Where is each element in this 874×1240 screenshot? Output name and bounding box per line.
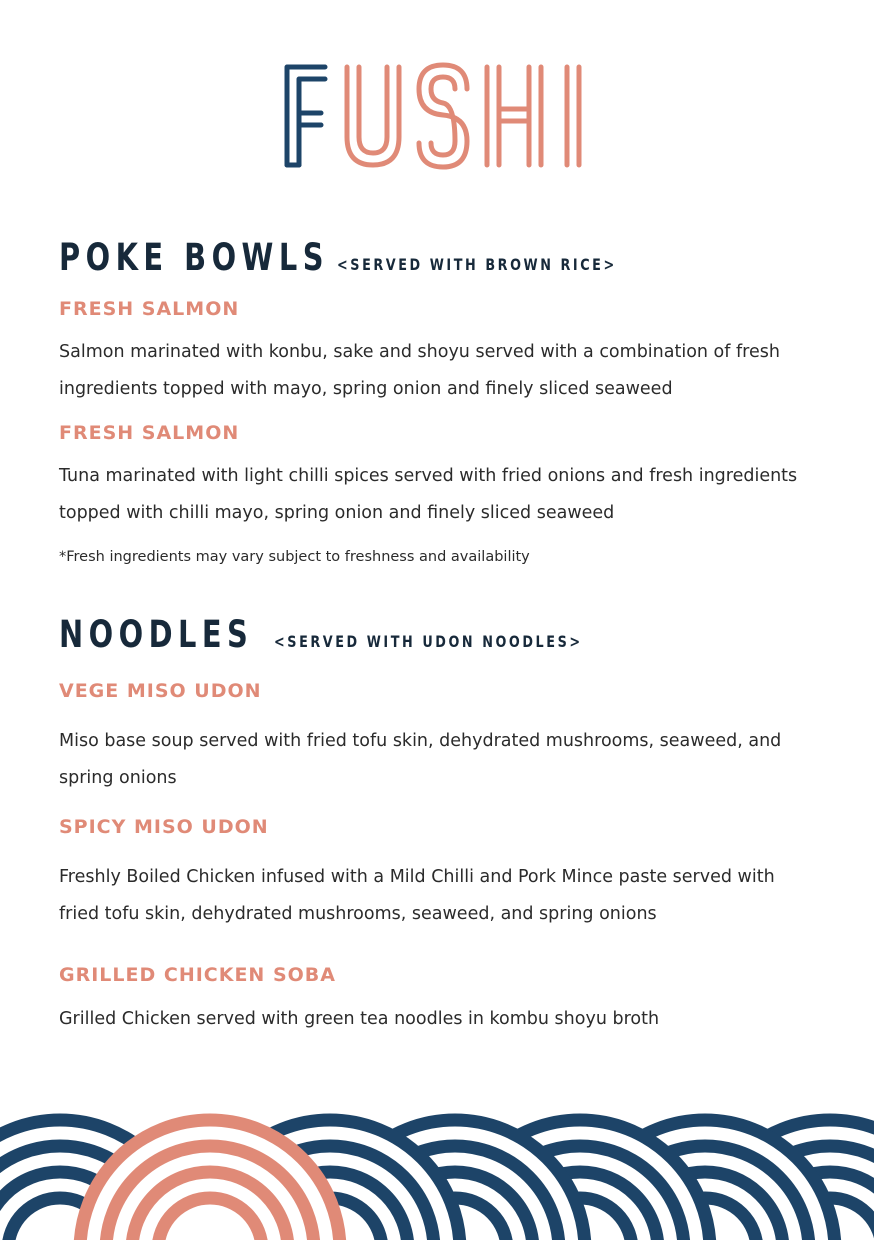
item-name-fresh-salmon: FRESH SALMON bbox=[59, 298, 240, 320]
availability-note: *Fresh ingredients may vary subject to freshness and availability bbox=[59, 549, 530, 565]
logo-letter-s bbox=[419, 65, 467, 167]
logo-letter-f bbox=[287, 67, 325, 165]
section-title-noodles: NOODLES bbox=[59, 613, 254, 656]
section-title-poke-bowls: POKE BOWLS bbox=[59, 236, 329, 279]
item-description-spicy-miso-udon: Freshly Boiled Chicken infused with a Mild Chilli and Pork Mince paste served with fried tofu skin, dehydrated mushrooms, seaweed, and spring onions bbox=[59, 867, 775, 924]
logo-letter-u bbox=[347, 67, 399, 165]
logo-letter-h bbox=[487, 67, 541, 165]
item-description-vege-miso-udon: Miso base soup served with fried tofu skin, dehydrated mushrooms, seaweed, and spring onions bbox=[59, 731, 782, 788]
section-subtitle-noodles: <SERVED WITH UDON NOODLES> bbox=[274, 632, 583, 651]
fushi-logo bbox=[0, 55, 874, 175]
item-name-vege-miso-udon: VEGE MISO UDON bbox=[59, 680, 262, 702]
item-description-fresh-salmon: Salmon marinated with konbu, sake and shoyu served with a combination of fresh ingredients topped with mayo, spring onion and finely sliced seaweed bbox=[59, 342, 780, 399]
wave-pattern-decoration bbox=[0, 1110, 874, 1240]
section-subtitle-poke-bowls: <SERVED WITH BROWN RICE> bbox=[337, 255, 617, 274]
item-description-tuna: Tuna marinated with light chilli spices served with fried onions and fresh ingredients topped with chilli mayo, spring onion and finely sliced seaweed bbox=[59, 466, 798, 523]
item-name-fresh-salmon-tuna: FRESH SALMON bbox=[59, 422, 240, 444]
item-description-grilled-chicken-soba: Grilled Chicken served with green tea noodles in kombu shoyu broth bbox=[59, 1009, 660, 1029]
item-name-grilled-chicken-soba: GRILLED CHICKEN SOBA bbox=[59, 964, 336, 986]
logo-letter-i bbox=[567, 67, 579, 165]
item-name-spicy-miso-udon: SPICY MISO UDON bbox=[59, 816, 269, 838]
